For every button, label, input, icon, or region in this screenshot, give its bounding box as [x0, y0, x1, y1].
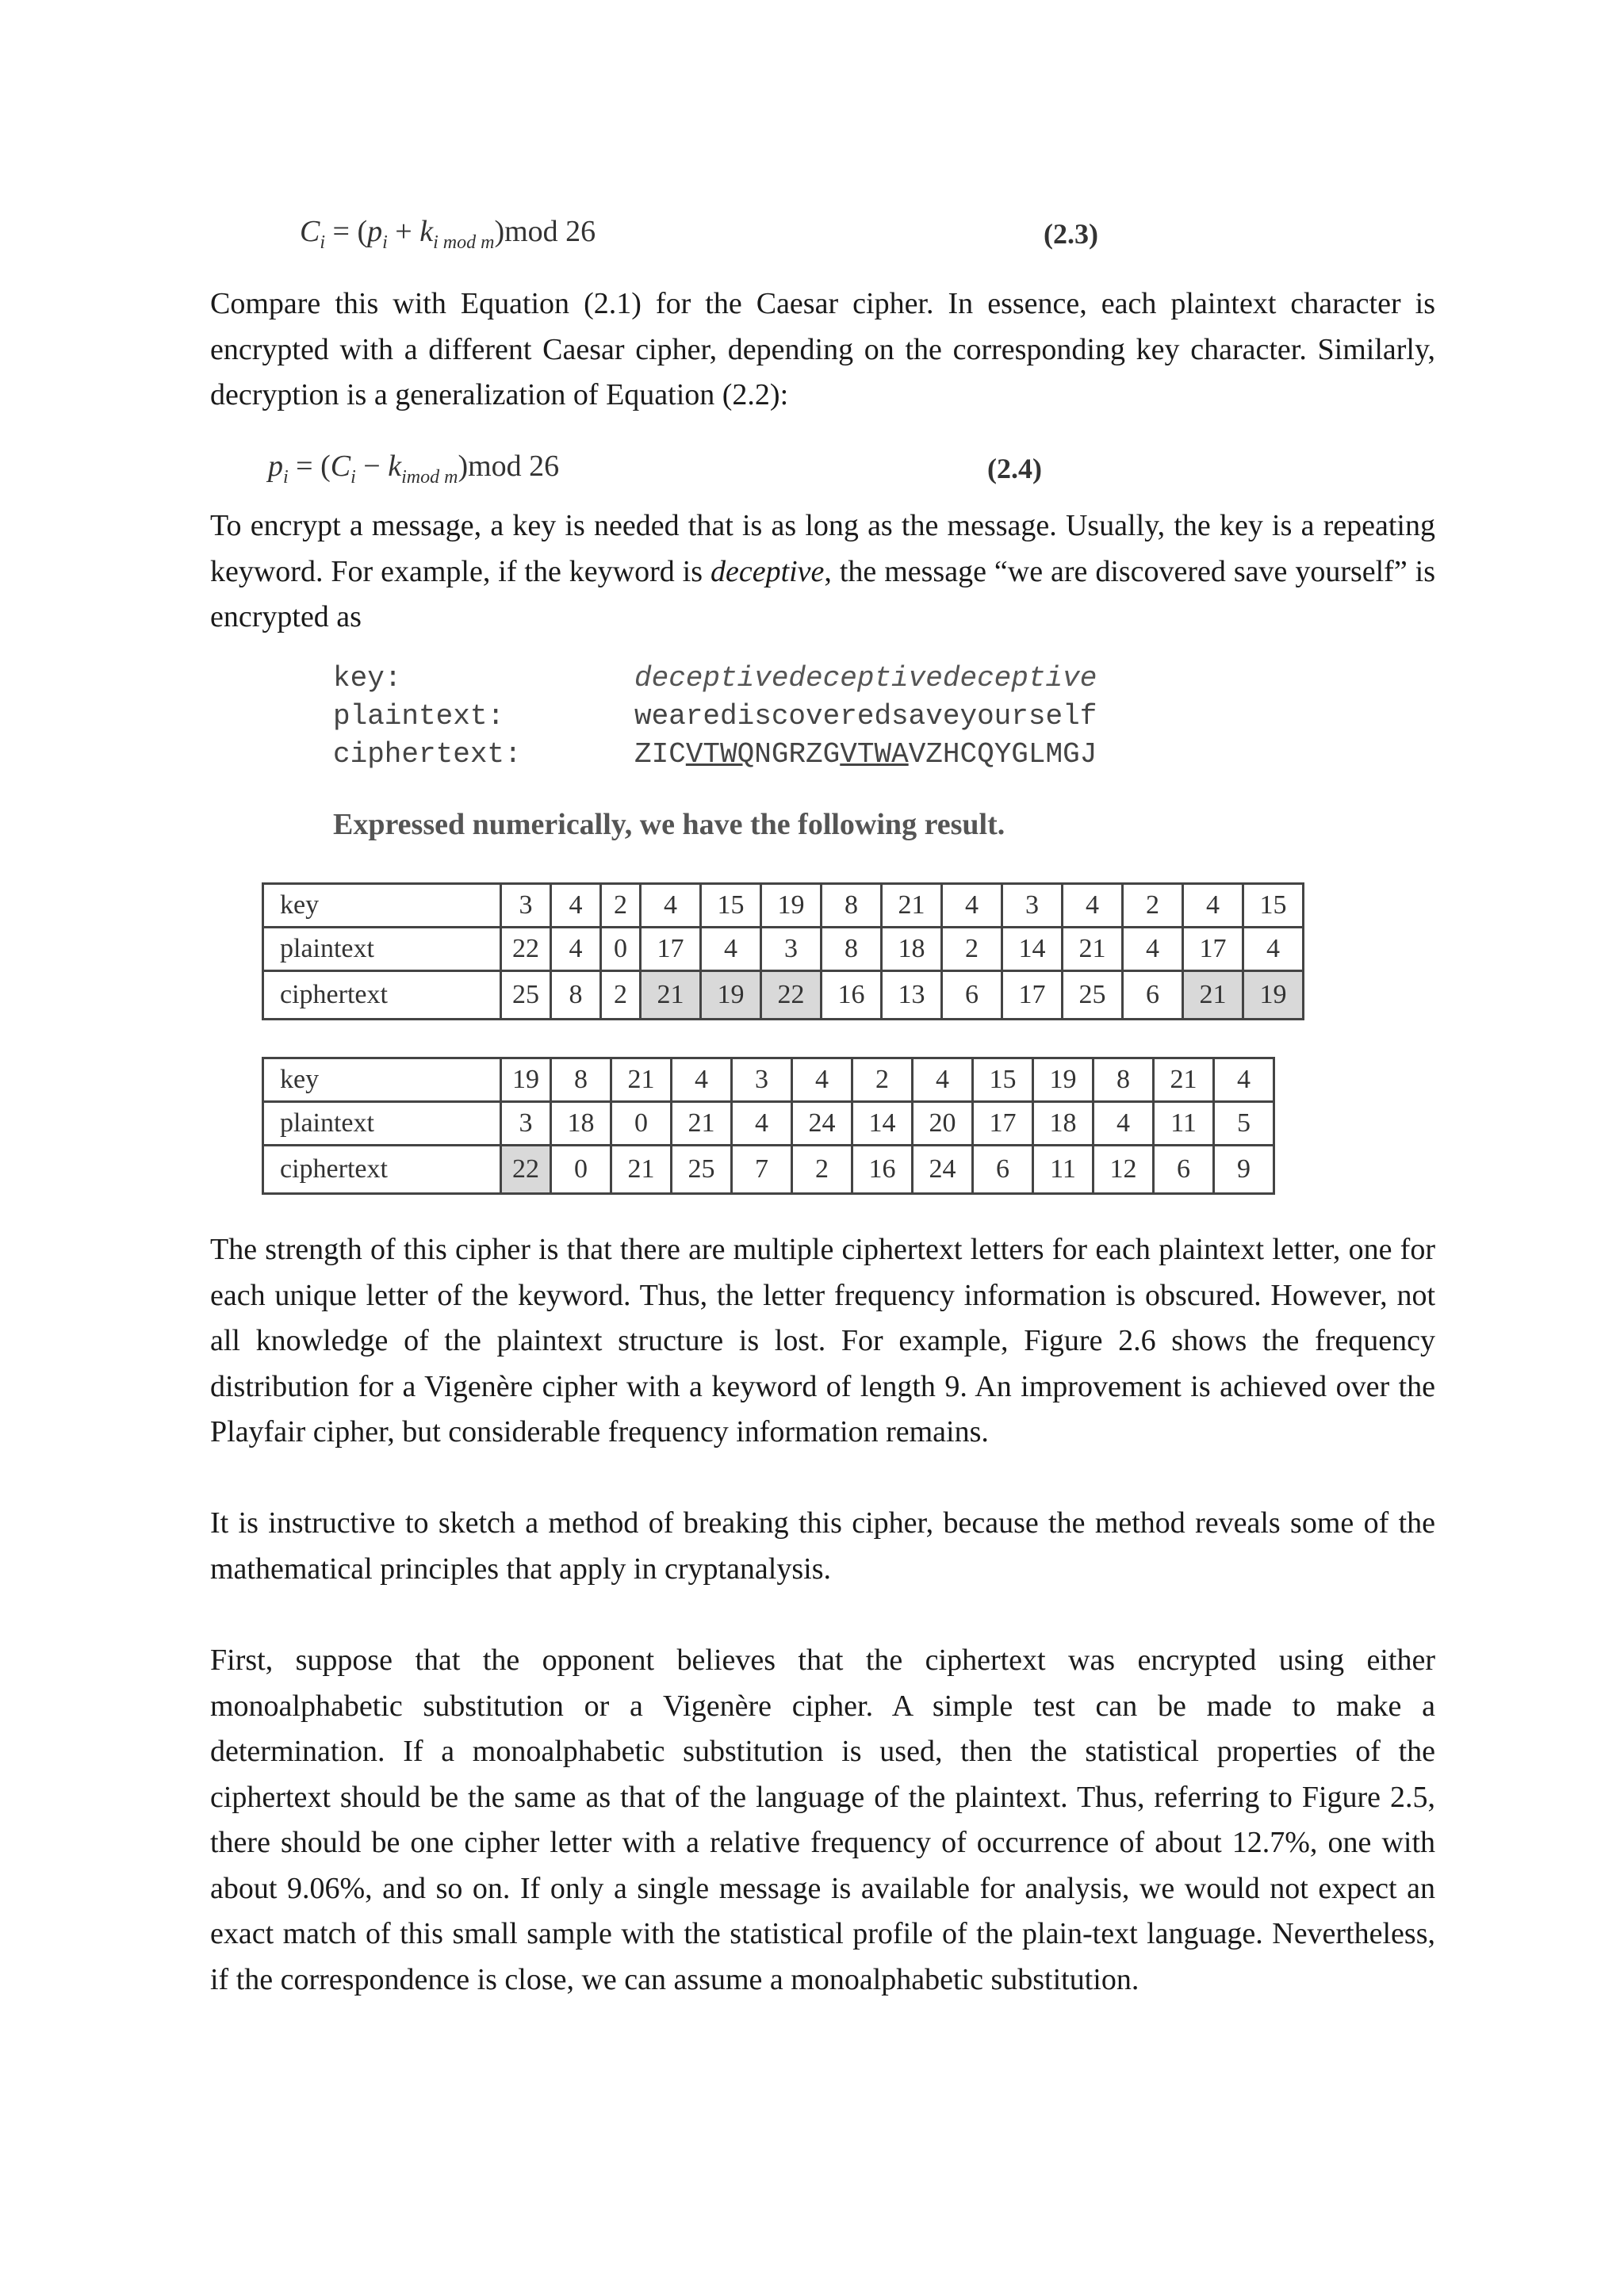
encryption-example	[333, 660, 1097, 774]
table-row-plaintext: plaintext 22 4 0 17 4 3 8 18 2 14 21 4 17 4	[263, 928, 1304, 971]
repeated-sequence-1: VTWQ	[685, 738, 755, 771]
example-ciphertext-row: ciphertext: ZICVTWQNGRZGVTWAVZHCQYGLMGJ	[333, 738, 1097, 771]
table-caption: Expressed numerically, we have the following result.	[333, 808, 1005, 841]
equation-number-2-4: (2.4)	[987, 453, 1042, 484]
paragraph-5: First, suppose that the opponent believes that the ciphertext was encrypted using either monoalphabetic substitution or a Vigenère cipher. A simple test can be made to make a determination. If a monoalphabetic substitution is used, then the statistical properties of the ciphertext should be the same as that of the language of the plaintext. Thus, referring to Figure 2.5, there should be one cipher letter with a relative frequency of occurrence of about 12.7%, one with about 9.06%, and so on. If only a single message is available for analysis, we would not expect an exact match of this small sample with the statistical profile of the plain-text language. Nevertheless, if the correspondence is close, we can assume a monoalphabetic substitution.	[210, 1644, 1435, 1996]
repeated-sequence-2: VTWA	[840, 738, 909, 771]
example-plaintext-row: plaintext: wearediscoveredsaveyourself	[333, 700, 1097, 733]
paragraph-4: It is instructive to sketch a method of breaking this cipher, because the method reveals some of the mathematical principles that apply in cryptanalysis.	[210, 1506, 1435, 1586]
table-row-ciphertext: ciphertext 25 8 2 21 19 22 16 13 6 17 25 6 21 19	[263, 971, 1304, 1020]
equation-number-2-3: (2.3)	[1044, 218, 1098, 250]
table-row-key: key 19 8 21 4 3 4 2 4 15 19 8 21 4	[263, 1058, 1274, 1102]
table-row-ciphertext: ciphertext 22 0 21 25 7 2 16 24 6 11 12 6 9	[263, 1146, 1274, 1194]
example-key-row: key: deceptivedeceptivedeceptive	[333, 662, 1097, 695]
numeric-table-1	[262, 882, 1304, 1020]
table-row-plaintext: plaintext 3 18 0 21 4 24 14 20 17 18 4 11 5	[263, 1102, 1274, 1146]
table-row-key: key 3 4 2 4 15 19 8 21 4 3 4 2 4 15	[263, 884, 1304, 928]
numeric-table-2	[262, 1057, 1275, 1195]
equation-2-4: $p_i = (C_i - k_{imod m})mod$ 26	[268, 450, 560, 488]
paragraph-1: Compare this with Equation (2.1) for the Caesar cipher. In essence, each plaintext character is encrypted with a different Caesar cipher, depending on the corresponding key character. Similarly, decryption is a generalization of Equation (2.2):	[210, 287, 1435, 411]
equation-2-3: $C_i = (p_i + k_{i mod m})mod$ 26	[300, 215, 596, 253]
paragraph-3: The strength of this cipher is that there are multiple ciphertext letters for each plaintext letter, one for each unique letter of the keyword. Thus, the letter frequency information is obscured. However, not all knowledge of the plaintext structure is lost. For example, Figure 2.6 shows the frequency distribution for a Vigenère cipher with a keyword of length 9. An improvement is achieved over the Playfair cipher, but considerable frequency information remains.	[210, 1233, 1435, 1448]
paragraph-2: To encrypt a message, a key is needed that is as long as the message. Usually, the key is a repeating keyword. For example, if the keyword is deceptive, the message “we are discovered save yourself” is encrypted as	[210, 509, 1435, 633]
